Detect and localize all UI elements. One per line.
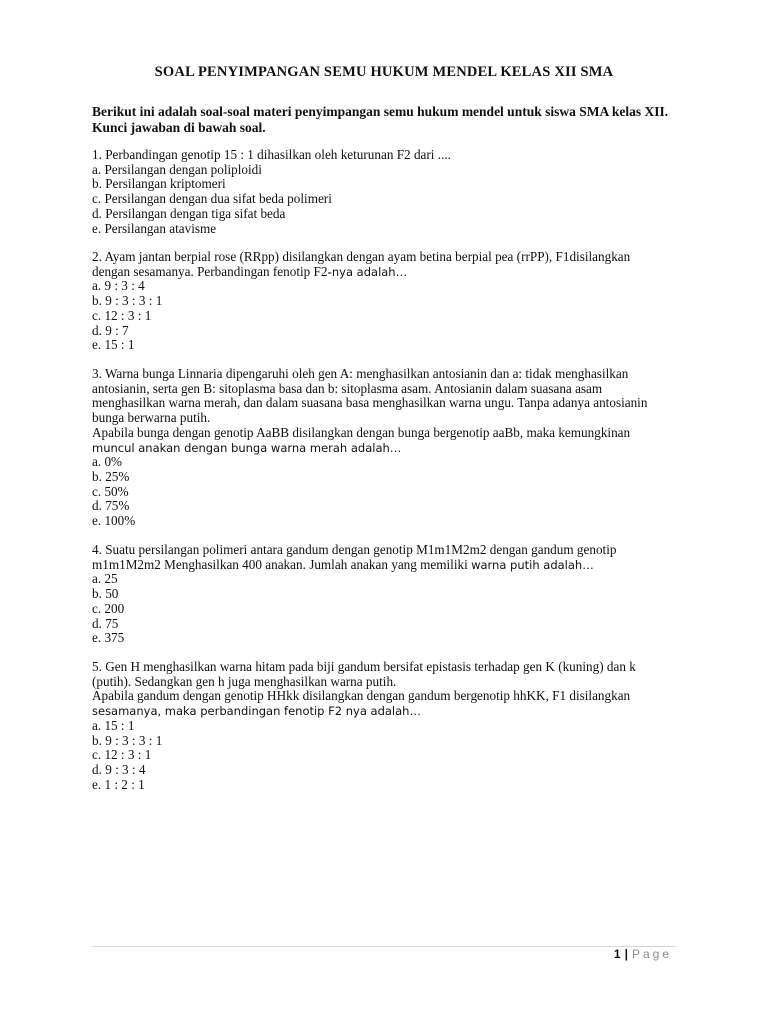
answer-option: b. 25% (92, 468, 130, 484)
question-text: Apabila bunga dengan genotip AaBB disilangkan dengan bunga bergenotip aaBb, maka kemungkinan (92, 424, 631, 440)
question-text: 4. Suatu persilangan polimeri antara gandum dengan genotip M1m1M2m2 dengan gandum genotip (92, 542, 617, 557)
page-label: Page (631, 947, 672, 961)
page-number: 1 (613, 947, 621, 961)
answer-option: b. 9 : 3 : 3 : 1 (92, 293, 163, 309)
answer-option: c. 50% (92, 483, 129, 499)
intro-line: Berikut ini adalah soal-soal materi penyimpangan semu hukum mendel untuk siswa SMA kelas XII. (92, 104, 669, 119)
page-footer (614, 947, 672, 961)
question-text: menghasilkan warna merah, dan dalam suasana basa menghasilkan warna ungu. Tanpa adanya antosianin (92, 395, 648, 411)
question-4 (92, 543, 692, 646)
answer-option: e. 100% (92, 513, 136, 529)
question-1 (92, 148, 692, 236)
question-3 (92, 367, 692, 529)
answer-option: d. 75 (92, 615, 119, 631)
answer-option: d. 9 : 7 (92, 322, 129, 338)
answer-option: c. 200 (92, 600, 125, 616)
answer-option: c. 12 : 3 : 1 (92, 747, 152, 763)
intro-paragraph (92, 104, 692, 136)
answer-option: d. 9 : 3 : 4 (92, 761, 146, 777)
answer-option: c. 12 : 3 : 1 (92, 307, 152, 323)
answer-option: b. Persilangan kriptomeri (92, 176, 226, 192)
question-text: 2. Ayam jantan berpial rose (RRpp) disilangkan dengan ayam betina berpial pea (rrPP), F1disilangkan (92, 249, 631, 264)
question-5 (92, 660, 692, 792)
question-text (92, 558, 692, 573)
answer-option: e. 375 (92, 630, 125, 646)
answer-option: a. 25 (92, 571, 118, 587)
question-text: antosianin, serta gen B: sitoplasma basa dan b: sitoplasma asam. Antosianin dalam suasana asam (92, 380, 603, 396)
answer-option: b. 50 (92, 586, 119, 602)
question-text: 3. Warna bunga Linnaria dipengaruhi oleh gen A: menghasilkan antosianin dan a: tidak menghasilkan (92, 366, 629, 381)
question-text: Apabila gandum dengan genotip HHkk disilangkan dengan gandum bergenotip hhKK, F1 disilangkan (92, 688, 631, 704)
question-text-part: warna putih adalah… (471, 557, 594, 572)
answer-option: a. Persilangan dengan poliploidi (92, 161, 262, 177)
answer-option: a. 9 : 3 : 4 (92, 278, 145, 294)
question-text-part: dengan sesamanya. Perbandingan fenotip F2- (92, 263, 332, 279)
answer-option: b. 9 : 3 : 3 : 1 (92, 732, 163, 748)
answer-option: e. 15 : 1 (92, 337, 135, 353)
answer-option: a. 15 : 1 (92, 717, 135, 733)
footer-separator: | (624, 947, 628, 961)
question-text: muncul anakan dengan bunga warna merah adalah… (92, 440, 402, 455)
answer-option: c. Persilangan dengan dua sifat beda polimeri (92, 191, 332, 207)
question-text: sesamanya, maka perbandingan fenotip F2 nya adalah… (92, 704, 421, 719)
question-text (92, 265, 692, 280)
answer-option: e. 1 : 2 : 1 (92, 776, 145, 792)
question-text: bunga berwarna putih. (92, 410, 211, 426)
question-text: 1. Perbandingan genotip 15 : 1 dihasilkan oleh keturunan F2 dari .... (92, 147, 451, 162)
question-text-part: nya adalah… (331, 264, 408, 279)
answer-option: e. Persilangan atavisme (92, 220, 217, 236)
footer-divider (92, 946, 676, 947)
answer-option: d. Persilangan dengan tiga sifat beda (92, 205, 286, 221)
document-title: SOAL PENYIMPANGAN SEMU HUKUM MENDEL KELAS XII SMA (154, 64, 614, 80)
question-text: (putih). Sedangkan gen h juga menghasilkan warna putih. (92, 673, 397, 689)
question-text: 5. Gen H menghasilkan warna hitam pada biji gandum bersifat epistasis terhadap gen K (kuning) dan k (92, 659, 636, 674)
answer-option: d. 75% (92, 498, 130, 514)
question-2 (92, 250, 692, 353)
intro-line: Kunci jawaban di bawah soal. (92, 120, 266, 135)
question-text-part: m1m1M2m2 Menghasilkan 400 anakan. Jumlah anakan yang memiliki (92, 556, 472, 572)
answer-option: a. 0% (92, 454, 123, 470)
